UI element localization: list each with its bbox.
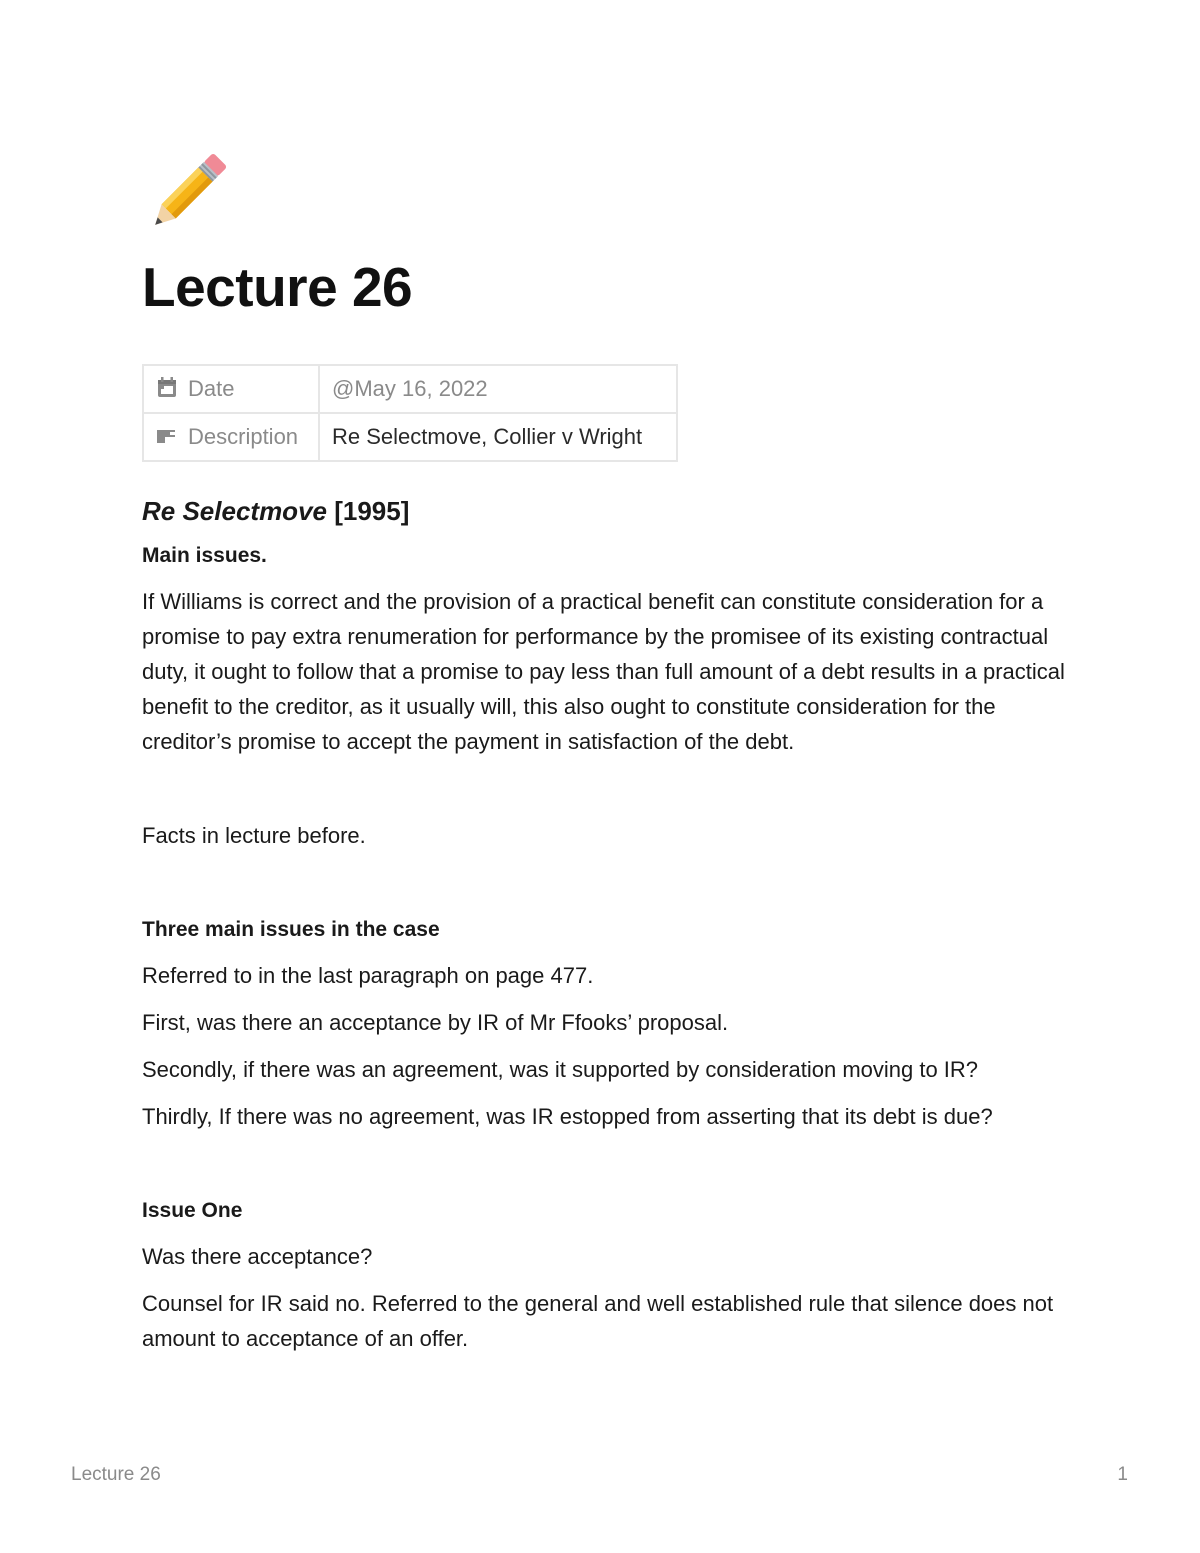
page-title: Lecture 26	[142, 256, 413, 318]
property-key	[143, 365, 319, 413]
three-issues-line: Referred to in the last paragraph on page 477.	[142, 963, 594, 988]
property-key	[143, 413, 319, 461]
case-name: Re Selectmove	[142, 496, 327, 526]
footer-title: Lecture 26	[71, 1464, 161, 1485]
property-value-description[interactable]: Re Selectmove, Collier v Wright	[319, 413, 677, 461]
page-content	[142, 490, 1072, 1356]
pencil-icon	[144, 150, 230, 236]
three-issues-label: Three main issues in the case	[142, 918, 440, 941]
main-issues-paragraph: If Williams is correct and the provision of a practical benefit can constitute consideration for a promise to pay extra renumeration for performance by the promisee of its existing contractual duty, it ought to follow that a promise to pay less than full amount of a debt results in a practical benefit to the creditor, as it usually will, this also ought to constitute consideration for the creditor’s promise to accept the payment in satisfaction of the debt.	[142, 589, 1065, 754]
property-key-label: Date	[188, 376, 235, 401]
case-heading	[142, 490, 1072, 532]
three-issues-line: Thirdly, If there was no agreement, was IR estopped from asserting that its debt is due?	[142, 1104, 993, 1129]
property-row-date[interactable]	[143, 365, 677, 413]
three-issues-line: First, was there an acceptance by IR of Mr Ffooks’ proposal.	[142, 1010, 729, 1035]
text-lines-icon	[156, 425, 178, 447]
issue-one-question: Was there acceptance?	[142, 1244, 373, 1269]
calendar-icon	[156, 377, 178, 399]
three-issues-line: Secondly, if there was an agreement, was it supported by consideration moving to IR?	[142, 1057, 979, 1082]
properties-table	[142, 364, 678, 462]
property-value-date[interactable]: @May 16, 2022	[319, 365, 677, 413]
main-issues-label: Main issues.	[142, 544, 267, 567]
property-key-label: Description	[188, 424, 299, 449]
property-row-description[interactable]	[143, 413, 677, 461]
facts-paragraph: Facts in lecture before.	[142, 823, 366, 848]
footer-page-number: 1	[1117, 1464, 1128, 1485]
issue-one-label: Issue One	[142, 1199, 243, 1222]
issue-one-paragraph: Counsel for IR said no. Referred to the general and well established rule that silence does not amount to acceptance of an offer.	[142, 1291, 1054, 1351]
case-year: [1995]	[334, 496, 410, 526]
